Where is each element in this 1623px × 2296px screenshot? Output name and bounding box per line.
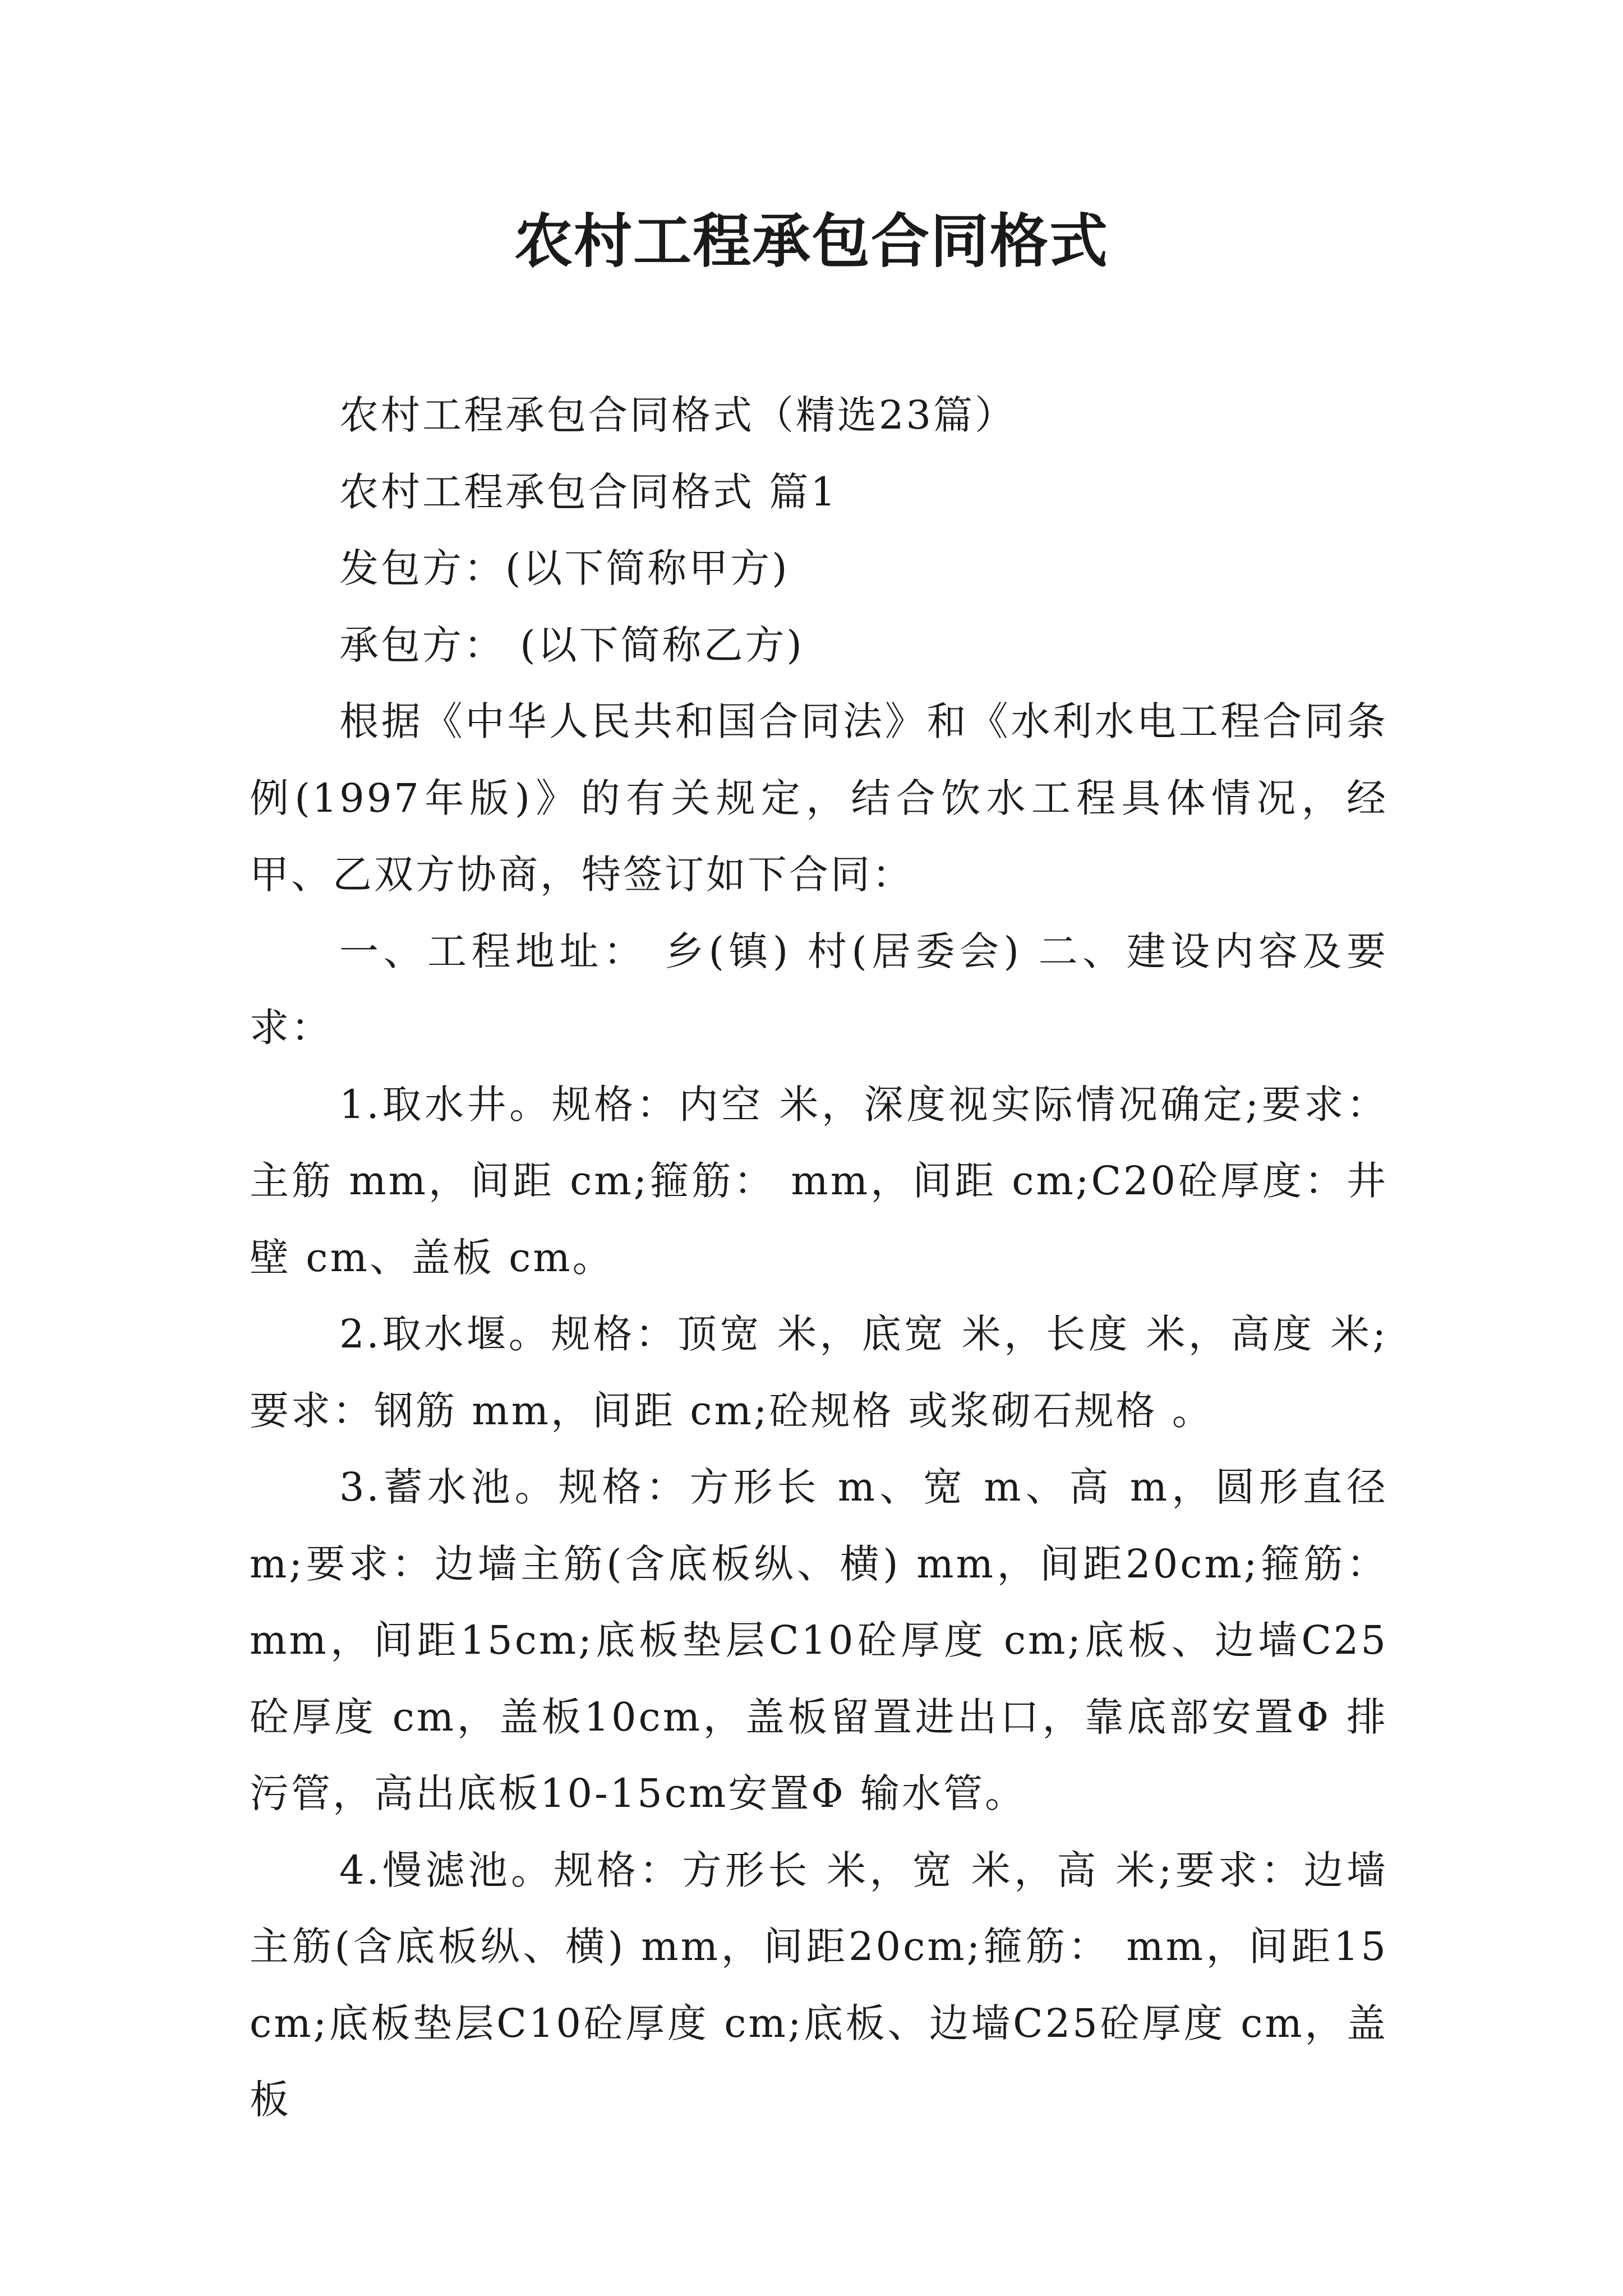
clause-intake-weir: 2.取水堰。规格：顶宽 米，底宽 米，长度 米，高度 米;要求：钢筋 mm，间距 cm;砼规格 或浆砌石规格 。 — [250, 1311, 1388, 1434]
party-b-line: 承包方： (以下简称乙方) — [339, 622, 804, 668]
clause-address: 一、工程地址： 乡(镇) 村(居委会) 二、建设内容及要求： — [250, 928, 1388, 1051]
subtitle-paragraph: 农村工程承包合同格式（精选23篇） — [339, 392, 1017, 438]
document-body — [250, 377, 1388, 2138]
section-heading: 农村工程承包合同格式 篇1 — [339, 468, 838, 515]
preamble-paragraph: 根据《中华人民共和国合同法》和《水利水电工程合同条例(1997年版)》的有关规定，结合饮水工程具体情况，经甲、乙双方协商，特签订如下合同： — [250, 698, 1388, 898]
clause-intake-well: 1.取水井。规格：内空 米，深度视实际情况确定;要求：主筋 mm，间距 cm;箍筋： mm，间距 cm;C20砼厚度：井壁 cm、盖板 cm。 — [250, 1081, 1388, 1281]
clause-reservoir: 3.蓄水池。规格：方形长 m、宽 m、高 m，圆形直径 m;要求：边墙主筋(含底板纵、横) mm，间距20cm;箍筋： mm，间距15cm;底板垫层C10砼厚度 cm;底板、边墙C25砼厚度 cm，盖板10cm，盖板留置进出口，靠底部安置Φ 排污管，高出底板10-15cm安置Φ 输水管。 — [250, 1464, 1388, 1816]
document-title: 农村工程承包合同格式 — [514, 207, 1109, 275]
party-a-line: 发包方：(以下简称甲方) — [339, 545, 790, 591]
clause-slow-filter: 4.慢滤池。规格：方形长 米，宽 米，高 米;要求：边墙主筋(含底板纵、横) mm，间距20cm;箍筋： mm，间距15cm;底板垫层C10砼厚度 cm;底板、边墙C25砼厚度 cm，盖板 — [250, 1847, 1388, 2123]
